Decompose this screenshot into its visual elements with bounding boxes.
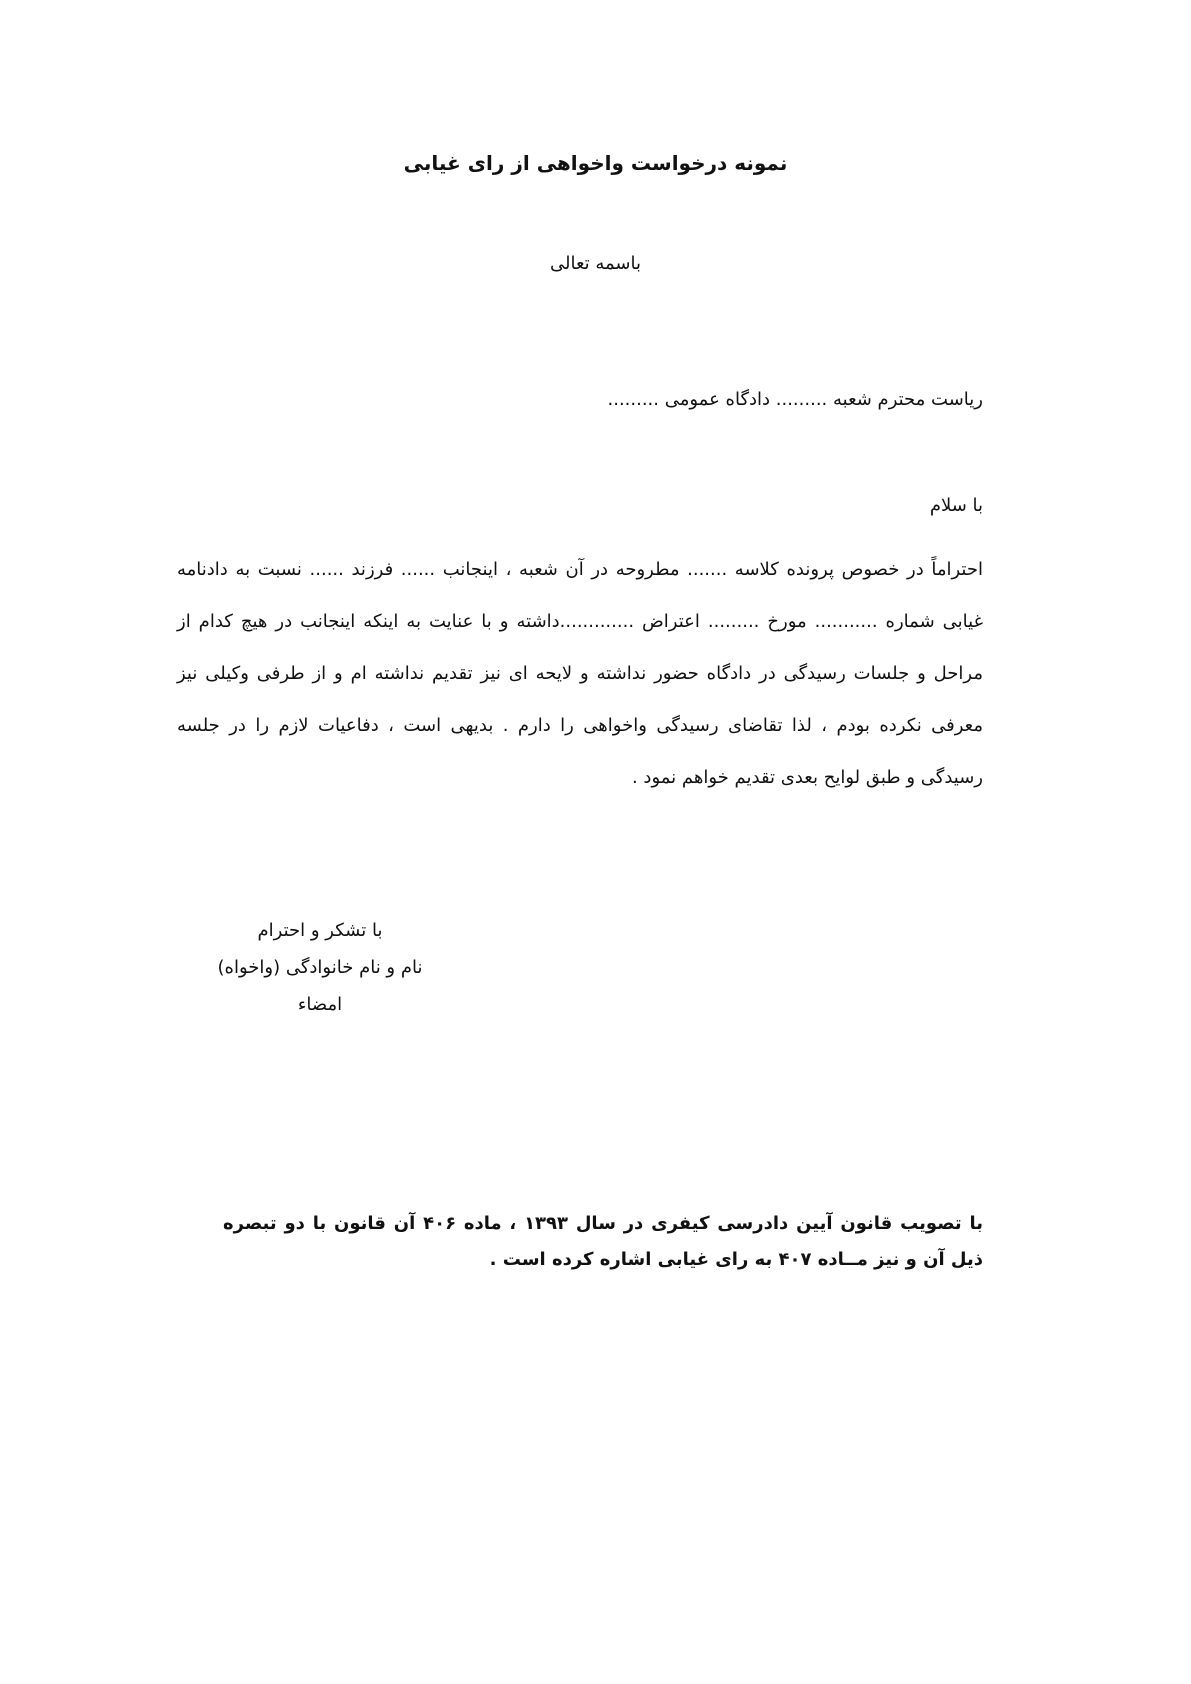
salutation-line: ریاست محترم شعبه ......... دادگاه عمومی .........	[607, 389, 983, 410]
document-title: نمونه درخواست واخواهی از رای غیابی	[403, 151, 788, 175]
closing-signature: امضاء	[297, 994, 343, 1015]
closing-regards: با تشکر و احترام	[257, 920, 383, 941]
request-body-paragraph: احتراماً در خصوص پرونده کلاسه ....... مطروحه در آن شعبه ، اینجانب ...... فرزند ...... نسبت به دادنامه غیابی شماره ........... مورخ ......... اعتراض .............داشته و با عنایت به اینکه اینجانب در هیچ کدام از مراحل و جلسات رسیدگی در دادگاه حضور نداشته و لایحه ای نیز تقدیم نداشته ام و از طرفی وکیلی نیز معرفی نکرده بودم ، لذا تقاضای رسیدگی واخواهی را دارم . بدیهی است ، دفاعیات لازم را در جلسه رسیدگی و طبق لوایح بعدی تقدیم خواهم نمود .	[177, 559, 983, 788]
closing-name-line: نام و نام خانوادگی (واخواه)	[217, 957, 423, 978]
legal-footnote: با تصویب قانون آیین دادرسی کیفری در سال ۱۳۹۳ ، ماده ۴۰۶ آن قانون با دو تبصره ذیل آن و نیز مــاده ۴۰۷ به رای غیابی اشاره کرده است .	[223, 1213, 983, 1270]
closing-block	[205, 912, 435, 1023]
invocation-line: باسمه تعالی	[549, 253, 642, 274]
greeting-line: با سلام	[929, 495, 983, 516]
